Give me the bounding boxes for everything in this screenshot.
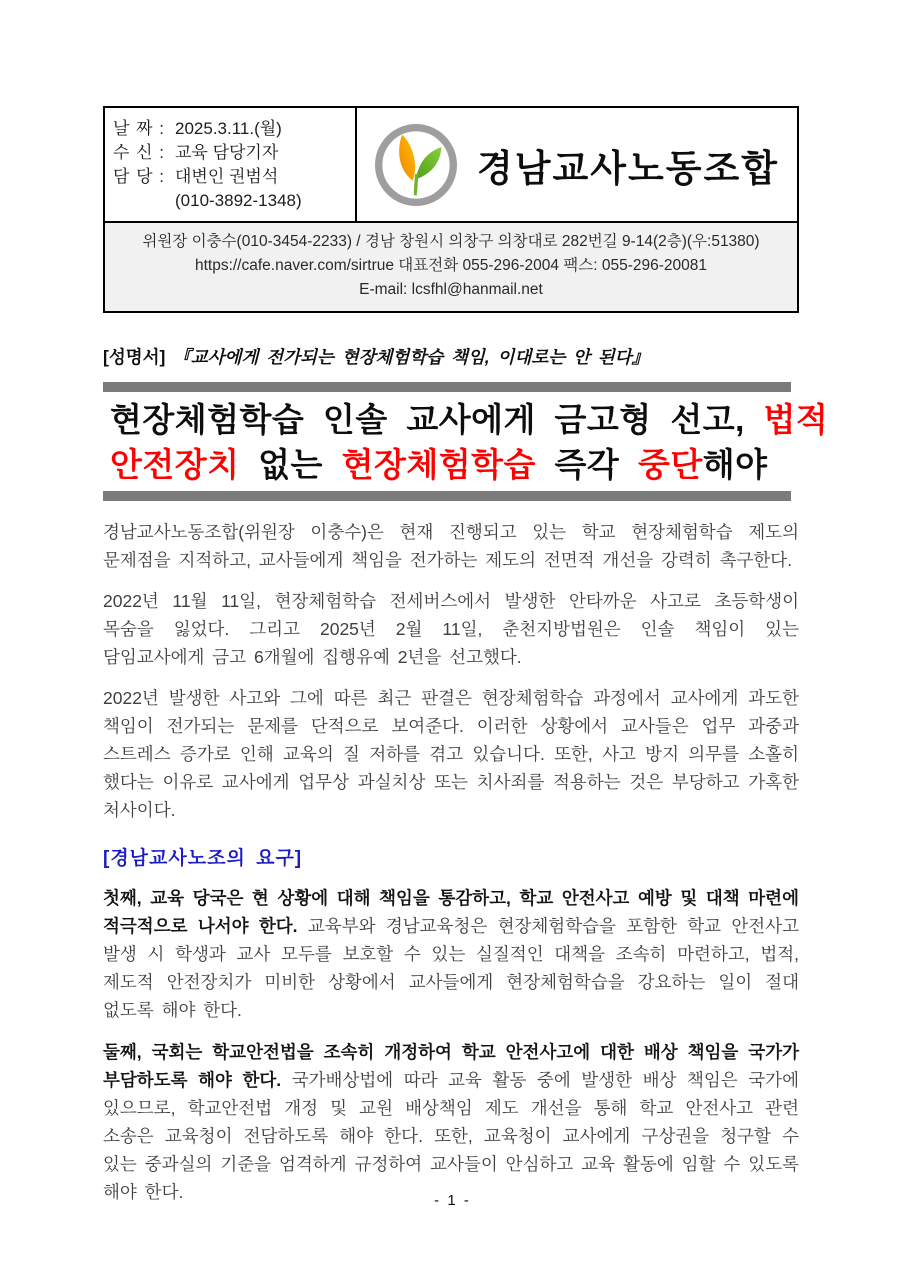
spokesperson-phone: (010-3892-1348)	[175, 191, 302, 210]
spokesperson-value: 대변인 권범석	[175, 167, 279, 186]
headline-text: 즉각	[535, 446, 638, 483]
demand-item-1	[103, 884, 799, 1024]
demand-item-2	[103, 1038, 799, 1206]
logo-green-leaf	[416, 146, 441, 178]
recipient-value: 교육 담당기자	[175, 143, 279, 162]
divider-bar-top	[103, 382, 791, 392]
headline-text: 없는	[239, 446, 342, 483]
recipient-row	[113, 141, 345, 165]
headline-line-2	[110, 442, 799, 487]
demand-1-lead: 첫째, 교육 당국은 현 상황에 대해 책임을 통감하고, 학교 안전사고 예방 및 대책 마련에 적극적으로 나서야 한다.	[103, 888, 799, 936]
brand-cell	[357, 108, 797, 221]
body-paragraph-3: 2022년 발생한 사고와 그에 따른 최근 판결은 현장체험학습 과정에서 교사에게 과도한 책임이 전가되는 문제를 단적으로 보여준다. 이러한 상황에서 교사들은 업무 과중과 스트레스 증가로 인해 교육의 질 저하를 겪고 있습니다. 또한, 사고 방지 의무를 소홀히 했다는 이유로 교사에게 업무상 과실치상 또는 치사죄를 적용하는 것은 부당하고 가혹한 처사이다.	[103, 688, 799, 820]
headline-line-1	[110, 397, 829, 442]
body-paragraph-2: 2022년 11월 11일, 현장체험학습 전세버스에서 발생한 안타까운 사고로 초등학생이 목숨을 잃었다. 그리고 2025년 2월 11일, 춘천지방법원은 인솔 책임이 있는 담임교사에게 금고 6개월에 집행유예 2년을 선고했다.	[103, 591, 799, 667]
contact-line-phone-fax: https://cafe.naver.com/sirtrue 대표전화 055-296-2004 팩스: 055-296-20081	[194, 257, 708, 274]
union-logo-icon	[375, 124, 457, 206]
demand-2-lead: 둘째, 국회는 학교안전법을 조속히 개정하여 학교 안전사고에 대한 배상 책임을 국가가 부담하도록 해야 한다.	[103, 1042, 799, 1090]
demand-1-rest: 교육부와 경남교육청은 현장체험학습을 포함한 학교 안전사고 발생 시 학생과 교사 모두를 보호할 수 있는 실질적인 대책을 조속히 마련하고, 법적, 제도적 안전장치가 미비한 상황에서 교사들에게 현장체험학습을 강요하는 일이 절대 없도록 해야 한다.	[103, 916, 800, 1020]
letterhead-top-row	[105, 108, 797, 223]
headline-text: 해야	[702, 446, 768, 483]
contact-info	[105, 223, 797, 311]
headline-text: 현장체험학습 인솔 교사에게 금고형 선고,	[110, 401, 764, 438]
divider-bar-bottom	[103, 491, 791, 501]
headline-red-text: 법적	[763, 401, 829, 438]
org-name: 경남교사노동조합	[477, 147, 779, 189]
statement-quote: 『교사에게 전가되는 현장체험학습 책임, 이대로는 안 된다』	[173, 347, 650, 367]
body-paragraph-1: 경남교사노동조합(위원장 이충수)은 현재 진행되고 있는 학교 현장체험학습 제도의 문제점을 지적하고, 교사들에게 책임을 전가하는 제도의 전면적 개선을 강력히 촉구한다.	[103, 522, 799, 570]
contact-line-address: 위원장 이충수(010-3454-2233) / 경남 창원시 의창구 의창대로 282번길 9-14(2층)(우:51380)	[142, 233, 760, 250]
logo-ring-text: 경남교사노동조합	[389, 182, 443, 200]
headline-red-text: 중단	[637, 446, 703, 483]
date-row	[113, 117, 345, 141]
letterhead	[103, 106, 799, 313]
demand-2-rest: 국가배상법에 따라 교육 활동 중에 발생한 배상 책임은 국가에 있으므로, 학교안전법 개정 및 교원 배상책임 제도 개선을 통해 학교 안전사고 관련 소송은 교육청이 전담하도록 해야 한다. 또한, 교육청이 교사에게 구상권을 청구할 수 있는 중과실의 기준을 엄격하게 규정하여 교사들이 안심하고 교육 활동에 임할 수 있도록 해야 한다.	[103, 1070, 799, 1202]
memo-info-cell	[105, 108, 357, 221]
statement-title	[103, 344, 799, 369]
recipient-label: 수 신 :	[113, 143, 166, 162]
contact-line-email: E-mail: lcsfhl@hanmail.net	[359, 281, 543, 298]
logo-orange-leaf	[399, 134, 415, 180]
date-label: 날 짜 :	[113, 119, 166, 138]
logo-stem	[414, 174, 419, 195]
document-content	[103, 106, 829, 1206]
demands-heading: [경남교사노조의 요구]	[103, 848, 303, 869]
statement-prefix: [성명서]	[103, 347, 174, 367]
spokesperson-row	[113, 165, 345, 189]
page-number: - 1 -	[434, 1192, 471, 1209]
headline	[103, 397, 829, 487]
headline-red-text: 현장체험학습	[341, 446, 536, 483]
headline-red-text: 안전장치	[110, 446, 240, 483]
date-value: 2025.3.11.(월)	[175, 119, 282, 138]
spokesperson-label: 담 당 :	[113, 167, 166, 186]
